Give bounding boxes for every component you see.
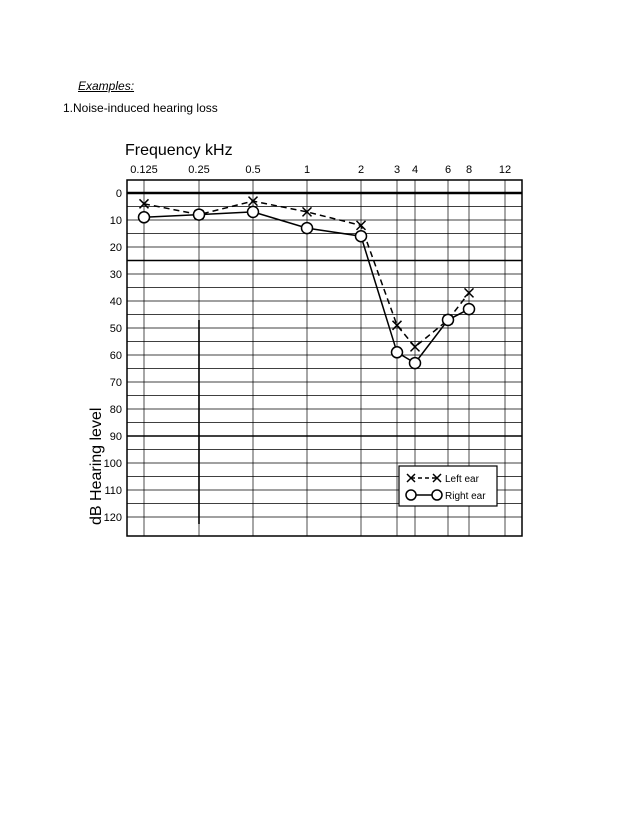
y-tick-label: 0 <box>115 188 122 200</box>
right-ear-point <box>356 231 367 242</box>
right-ear-point <box>392 347 403 358</box>
x-axis-title: Frequency kHz <box>125 142 233 159</box>
x-tick-label: 0.5 <box>245 164 261 176</box>
x-tick-label: 2 <box>357 164 365 176</box>
legend-o-marker <box>432 490 442 500</box>
y-tick-label: 30 <box>109 269 122 281</box>
y-tick-label: 80 <box>109 404 122 416</box>
y-tick-label: 120 <box>103 512 122 524</box>
y-tick-label: 10 <box>109 215 122 227</box>
x-tick-label: 1 <box>303 164 311 176</box>
examples-heading: Examples: <box>78 79 135 93</box>
x-tick-label: 12 <box>498 164 512 176</box>
x-tick-label: 0.25 <box>188 164 210 176</box>
x-tick-label: 8 <box>465 164 473 176</box>
y-tick-label: 20 <box>109 242 122 254</box>
y-tick-label: 60 <box>109 350 122 362</box>
legend-o-marker <box>406 490 416 500</box>
y-tick-label: 110 <box>104 485 122 497</box>
right-ear-point <box>302 223 313 234</box>
chart-legend <box>399 466 497 506</box>
x-tick-label: 6 <box>444 164 452 176</box>
chart-series <box>139 197 475 369</box>
y-tick-label: 40 <box>109 296 122 308</box>
x-tick-label: 0.125 <box>130 164 158 176</box>
right-ear-point <box>139 212 150 223</box>
y-tick-label: 70 <box>109 377 122 389</box>
x-tick-label: 4 <box>411 164 419 176</box>
y-tick-label: 100 <box>103 458 122 470</box>
right-ear-point <box>410 358 421 369</box>
legend-label: Left ear <box>445 474 479 485</box>
right-ear-point <box>464 304 475 315</box>
example-item-label: 1.Noise-induced hearing loss <box>63 101 218 115</box>
legend-label: Right ear <box>445 491 486 502</box>
y-tick-label: 50 <box>109 323 122 335</box>
x-tick-label: 3 <box>393 164 401 176</box>
y-tick-label: 90 <box>109 431 122 443</box>
right-ear-point <box>443 314 454 325</box>
right-ear-point <box>248 206 259 217</box>
right-ear-point <box>194 209 205 220</box>
y-axis-title: dB Hearing level <box>88 407 105 525</box>
